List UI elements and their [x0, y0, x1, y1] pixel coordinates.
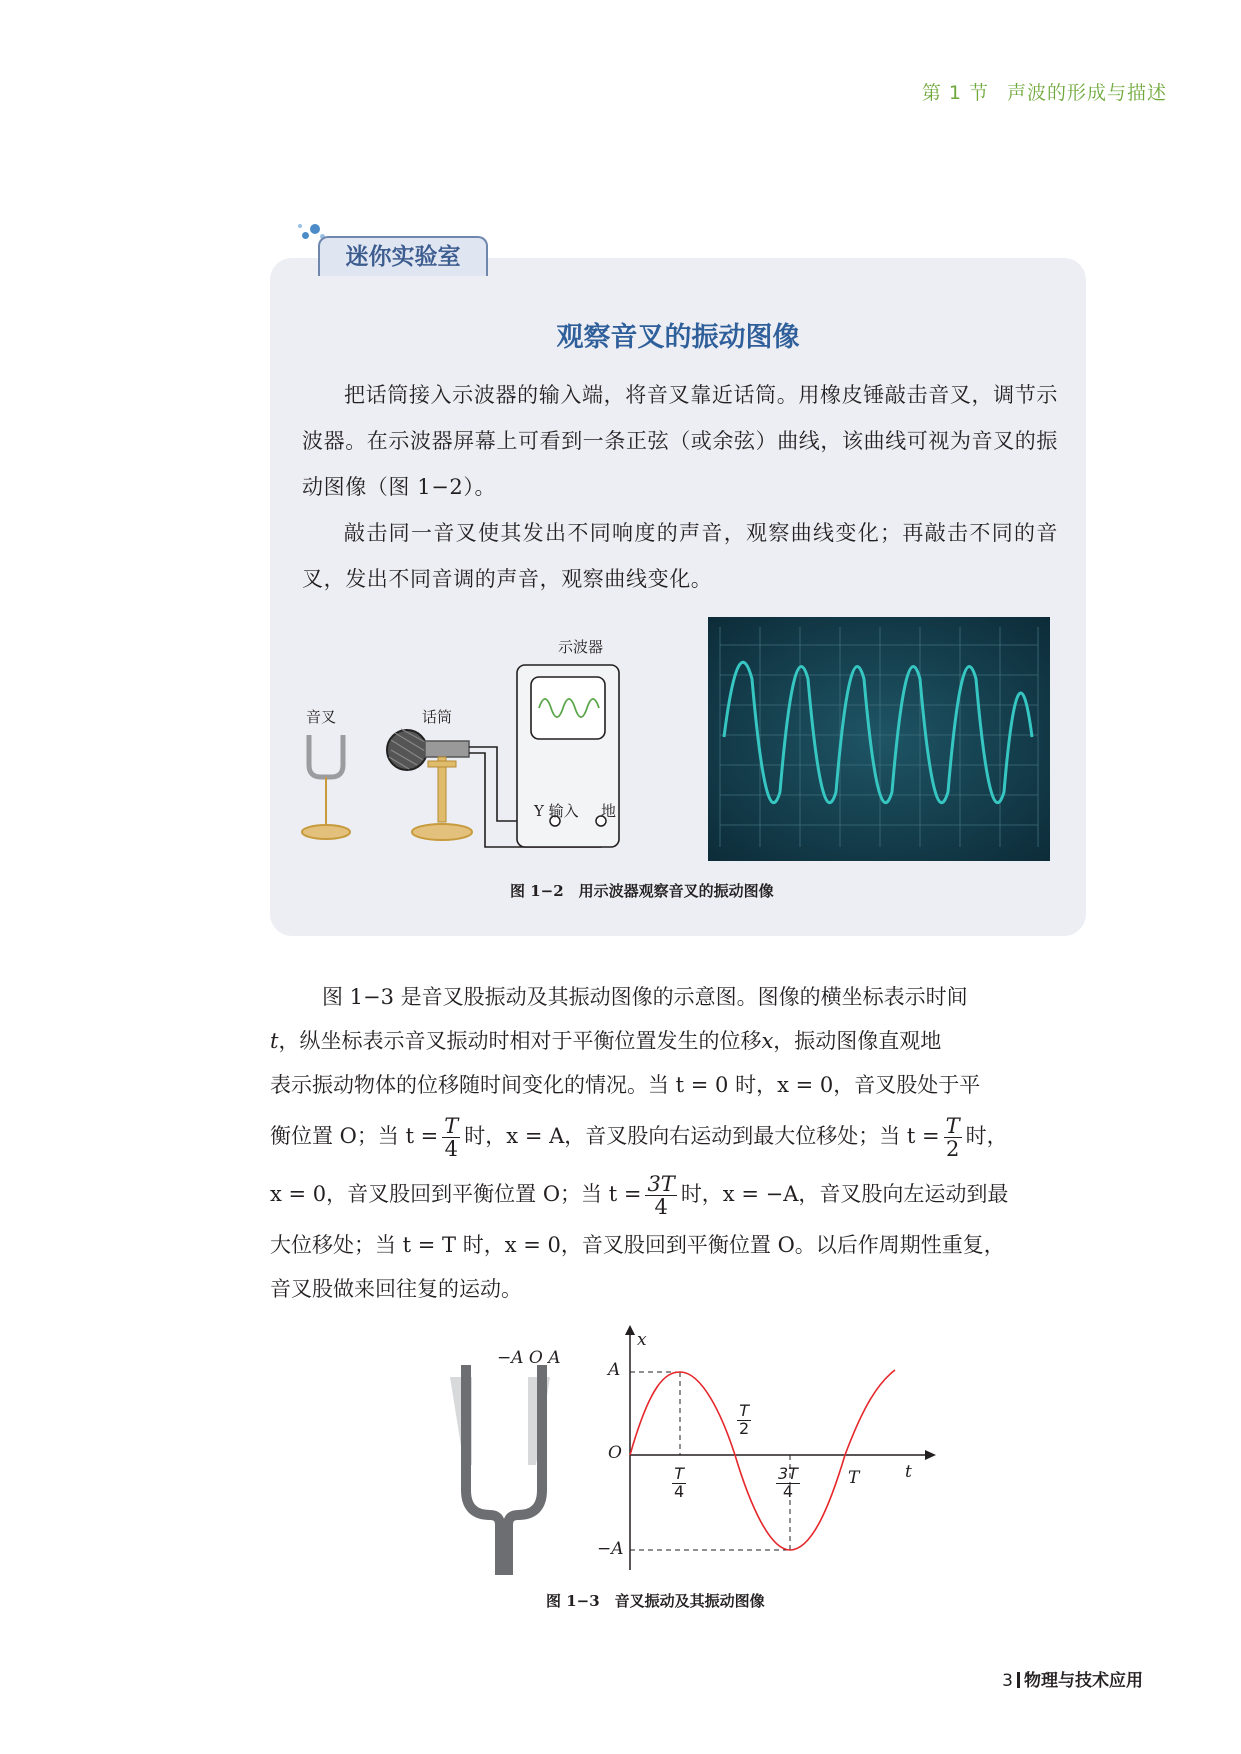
apparatus-diagram [295, 625, 695, 870]
footer-divider [1017, 1672, 1020, 1688]
var-x: x [761, 1029, 774, 1053]
tick-t-over-2 [737, 1403, 751, 1438]
tick-3t-over-4 [776, 1466, 800, 1501]
fraction-numerator: T [737, 1403, 751, 1421]
fork-prongs-icon [450, 1365, 550, 1570]
fraction-numerator: T [945, 1113, 960, 1138]
label-fork: 音叉 [306, 708, 337, 726]
body-line-2 [270, 1019, 1086, 1063]
label-origin: O [608, 1443, 622, 1463]
body-text-fragment: x = 0，音叉股回到平衡位置 O；当 t = [270, 1182, 642, 1206]
lab-tab: 迷你实验室 [318, 236, 488, 276]
microphone-icon [387, 729, 472, 840]
fraction-denominator: 4 [444, 1137, 458, 1161]
displacement-curve [630, 1370, 895, 1550]
label-y-input: Y 输入 [534, 802, 579, 820]
tick-t-over-4 [672, 1466, 686, 1501]
var-t: t [270, 1029, 279, 1053]
lab-text [302, 372, 1058, 602]
body-text-fragment: 时，x = A，音叉股向右运动到最大位移处；当 t = [464, 1124, 940, 1148]
label-neg-a: −A [597, 1539, 624, 1559]
body-text-fragment: 时， [965, 1124, 1008, 1148]
body-line-3: 表示振动物体的位移随时间变化的情况。当 t = 0 时，x = 0，音叉股处于平 [270, 1073, 981, 1097]
body-text-fragment: ，纵坐标表示音叉振动时相对于平衡位置发生的位移 [278, 1029, 762, 1053]
fraction-numerator: 3T [647, 1171, 675, 1196]
label-mic: 话筒 [422, 708, 453, 726]
fraction-numerator: 3T [778, 1464, 798, 1483]
header-section: 第 1 节 [921, 82, 989, 104]
axis-t-label: t [905, 1462, 912, 1482]
body-line-6: 大位移处；当 t = T 时，x = 0，音叉股回到平衡位置 O。以后作周期性重复， [270, 1233, 1005, 1257]
fraction-numerator: T [444, 1113, 459, 1138]
running-header [904, 78, 1167, 105]
fork-position-labels: −A O A [497, 1348, 561, 1368]
body-text-fragment: 衡位置 O；当 t = [270, 1124, 439, 1148]
fraction-denominator: 4 [782, 1481, 794, 1501]
body-line-5 [270, 1165, 1086, 1223]
fraction-denominator: 2 [739, 1418, 750, 1438]
fraction-3t-over-4 [645, 1173, 676, 1218]
fraction-denominator: 2 [945, 1137, 960, 1161]
figure-1-2-caption: 图 1−2 用示波器观察音叉的振动图像 [510, 882, 774, 900]
body-text-fragment: 时，x = −A，音叉股向左运动到最 [680, 1182, 1009, 1206]
body-line-4 [270, 1107, 1086, 1165]
fraction-t-over-4 [442, 1115, 460, 1160]
label-ground: 地 [601, 802, 617, 820]
fraction-numerator: T [672, 1466, 686, 1484]
lab-title: 观察音叉的振动图像 [556, 322, 800, 353]
lab-paragraph: 敲击同一音叉使其发出不同响度的声音，观察曲线变化；再敲击不同的音叉，发出不同音调的声音，观察曲线变化。 [302, 521, 1058, 591]
tick-t: T [848, 1468, 860, 1488]
oscilloscope-trace [708, 617, 1050, 861]
label-scope: 示波器 [558, 638, 604, 656]
lab-paragraph: 把话筒接入示波器的输入端，将音叉靠近话筒。用橡皮锤敲击音叉，调节示波器。在示波器屏幕上可看到一条正弦（或余弦）曲线，该曲线可视为音叉的振动图像（图 1−2）。 [302, 383, 1058, 499]
header-title: 声波的形成与描述 [1006, 82, 1167, 104]
book-title: 物理与技术应用 [1024, 1671, 1143, 1691]
fraction-denominator: 4 [674, 1481, 685, 1501]
page-footer [1002, 1666, 1143, 1691]
body-text-fragment: ，振动图像直观地 [773, 1029, 942, 1053]
tuning-fork-icon [302, 735, 350, 839]
oscilloscope-screen-photo [708, 617, 1050, 861]
body-text [270, 975, 1086, 1311]
fraction-denominator: 4 [654, 1195, 668, 1219]
body-line-7: 音叉股做来回往复的运动。 [270, 1277, 522, 1301]
axis-x-label: x [637, 1330, 647, 1350]
figure-1-3-caption: 图 1−3 音叉振动及其振动图像 [546, 1592, 765, 1610]
body-line-1: 图 1−3 是音叉股振动及其振动图像的示意图。图像的横坐标表示时间 [322, 985, 968, 1009]
fraction-t-over-2 [944, 1115, 962, 1160]
label-a: A [608, 1360, 621, 1380]
page-number: 3 [1002, 1671, 1013, 1691]
